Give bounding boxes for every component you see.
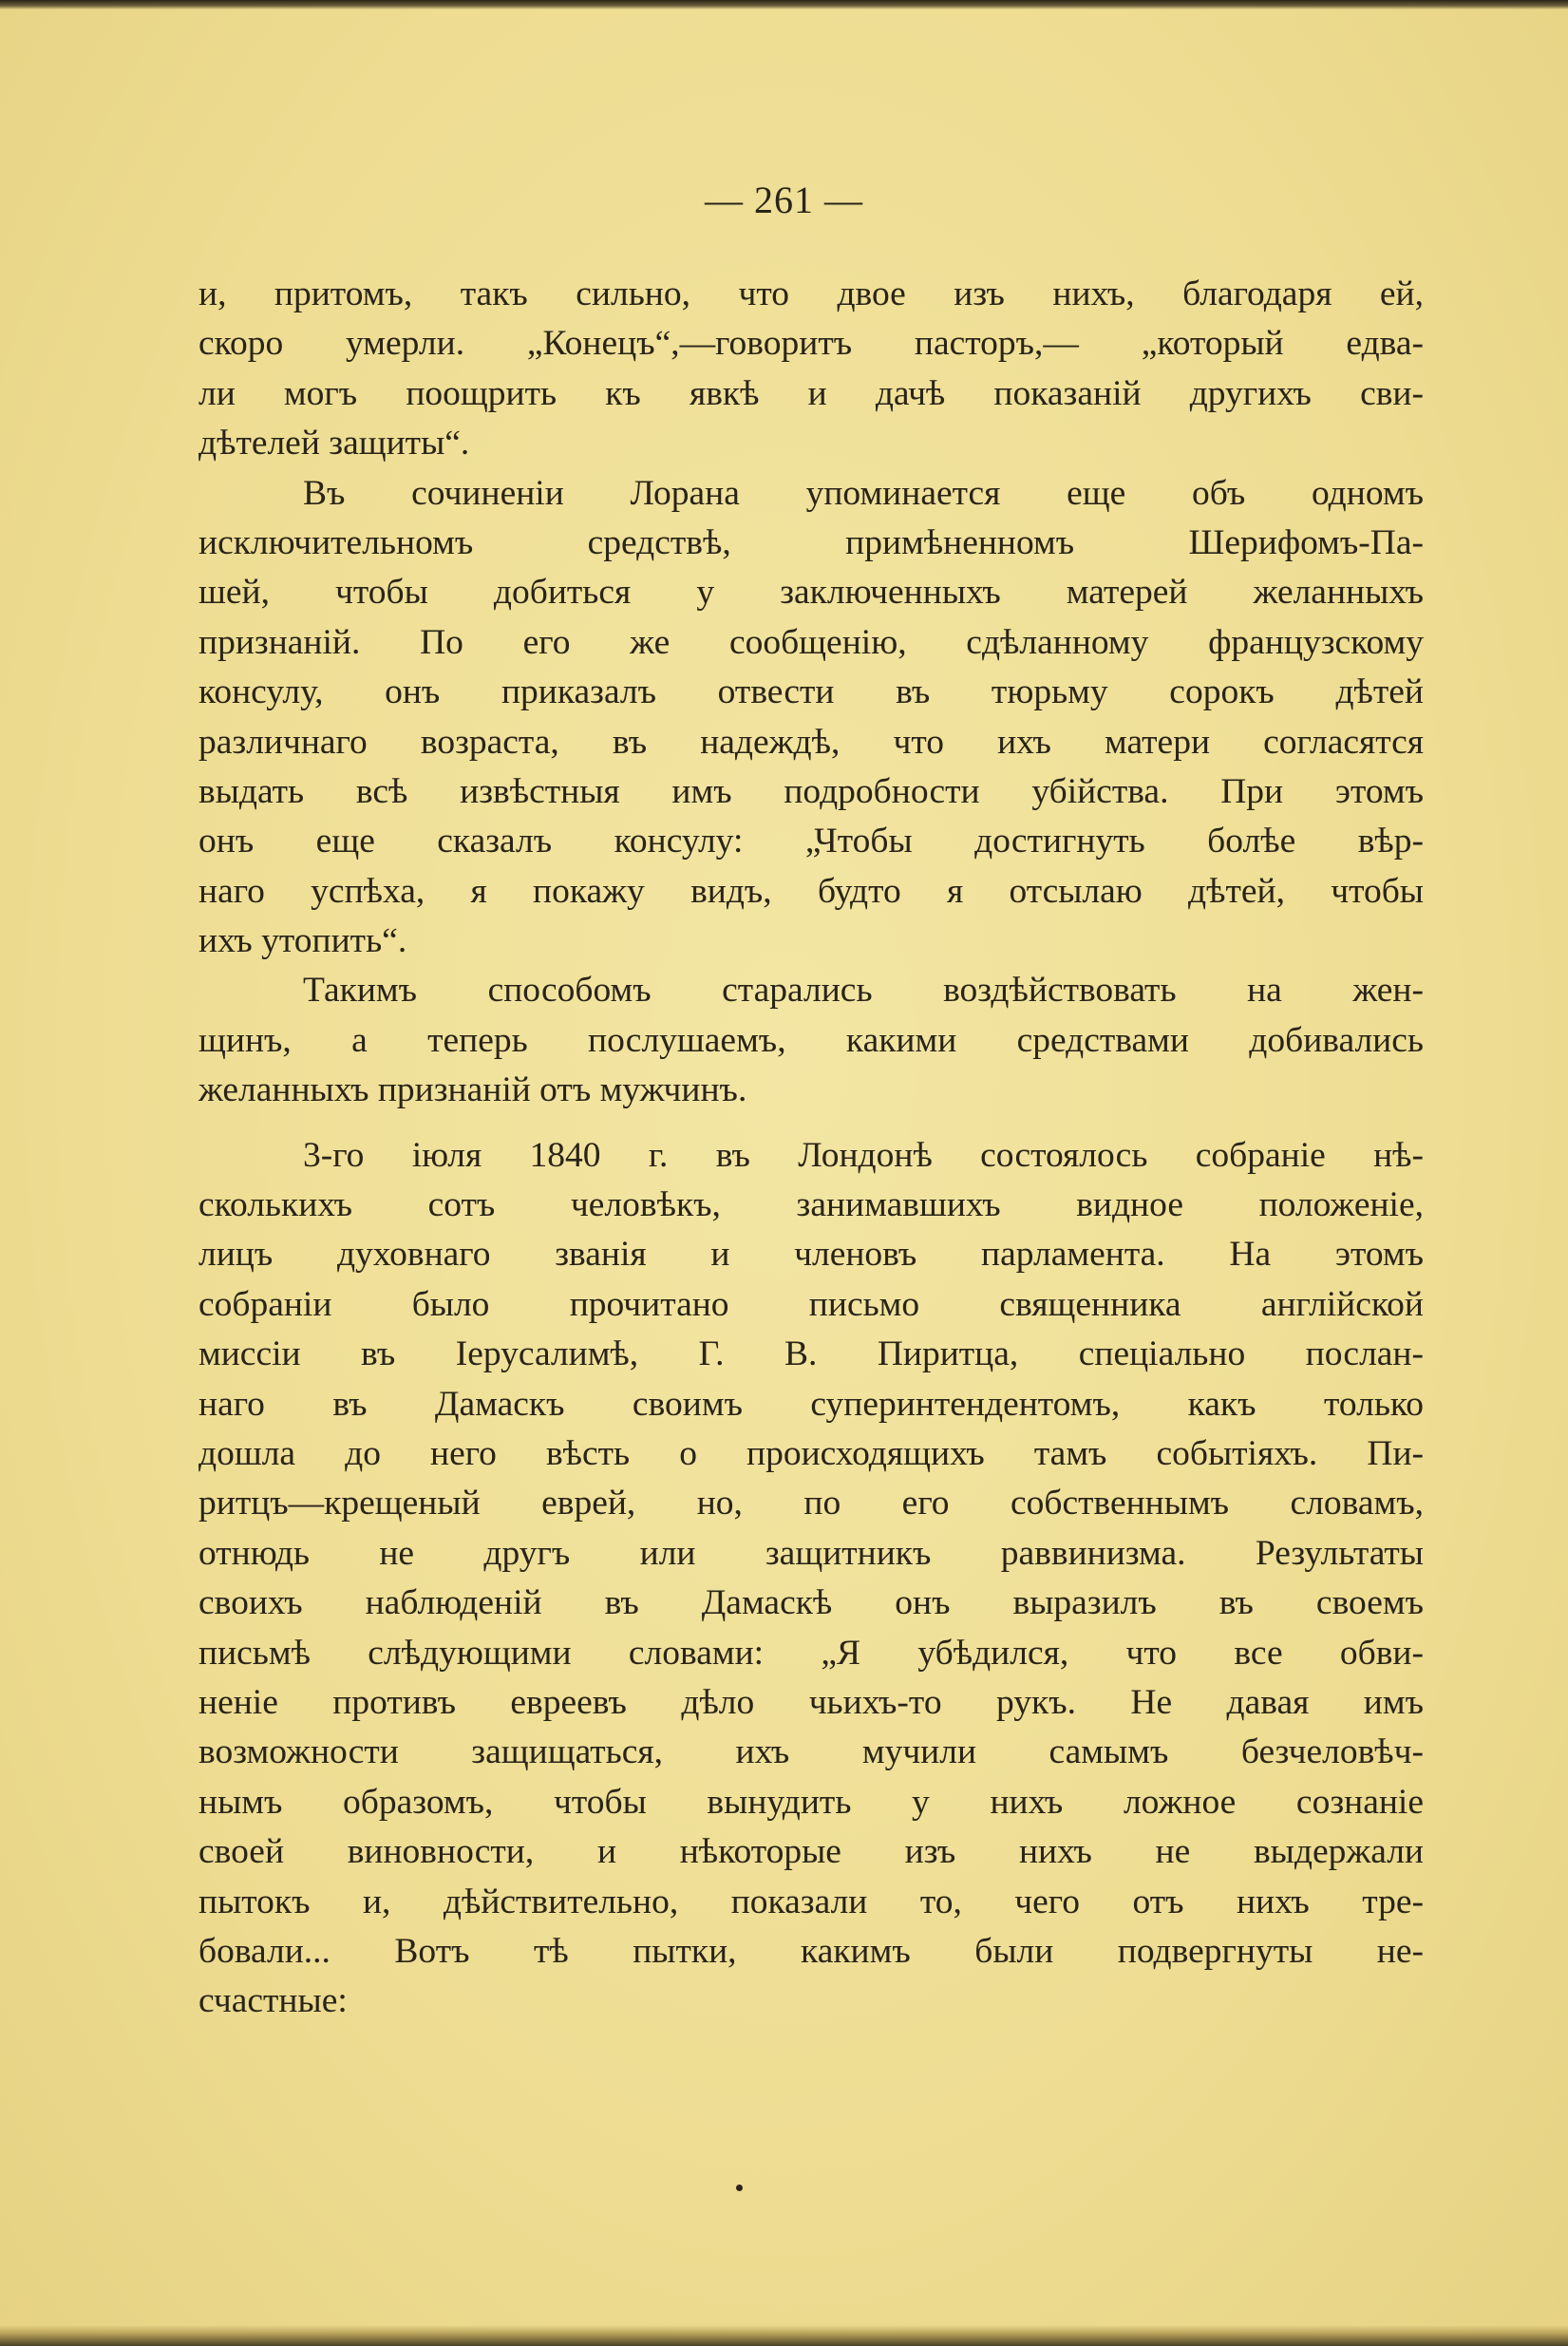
- page-top-edge: [0, 0, 1568, 9]
- text-line: наго успѣха, я покажу видъ, будто я отсылаю дѣтей, чтобы: [198, 871, 1424, 911]
- body-text: [198, 270, 1424, 2027]
- text-line: письмѣ слѣдующими словами: „Я убѣдился, что все обви-: [198, 1633, 1424, 1673]
- text-line: своей виновности, и нѣкоторые изъ нихъ не выдержали: [198, 1832, 1424, 1872]
- text-line: щинъ, а теперь послушаемъ, какими средствами добивались: [198, 1020, 1424, 1060]
- text-line: исключительномъ средствѣ, примѣненномъ Шерифомъ-Па-: [198, 522, 1424, 562]
- text-line: нымъ образомъ, чтобы вынудить у нихъ ложное сознаніе: [198, 1782, 1424, 1822]
- text-line: собраніи было прочитано письмо священника англійской: [198, 1284, 1424, 1324]
- text-line: дошла до него вѣсть о происходящихъ тамъ событіяхъ. Пи-: [198, 1433, 1424, 1473]
- text-line: бовали... Вотъ тѣ пытки, какимъ были подвергнуты не-: [198, 1931, 1424, 1971]
- text-line: и, притомъ, такъ сильно, что двое изъ нихъ, благодаря ей,: [198, 274, 1424, 313]
- text-line: онъ еще сказалъ консулу: „Чтобы достигнуть болѣе вѣр-: [198, 822, 1424, 861]
- page-number: — 261 —: [705, 179, 863, 221]
- text-line: лицъ духовнаго званія и членовъ парламента. На этомъ: [198, 1235, 1424, 1275]
- text-line: своихъ наблюденій въ Дамаскѣ онъ выразилъ въ своемъ: [198, 1583, 1424, 1623]
- ink-speck: [736, 2185, 743, 2191]
- text-line: 3-го іюля 1840 г. въ Лондонѣ состоялось собраніе нѣ-: [303, 1135, 1424, 1175]
- text-line: ли могъ поощрить къ явкѣ и дачѣ показаній другихъ сви-: [198, 373, 1424, 413]
- text-line: возможности защищаться, ихъ мучили самымъ безчеловѣч-: [198, 1732, 1424, 1772]
- text-line: ихъ утопить“.: [198, 921, 407, 961]
- paragraph: [198, 1131, 1424, 2027]
- text-line: наго въ Дамаскъ своимъ суперинтендентомъ, какъ только: [198, 1384, 1424, 1424]
- text-line: Такимъ способомъ старались воздѣйствовать на жен-: [303, 971, 1424, 1011]
- text-line: Въ сочиненіи Лорана упоминается еще объ одномъ: [303, 473, 1424, 513]
- page-bottom-edge: [0, 2325, 1568, 2346]
- text-line: миссіи въ Іерусалимѣ, Г. В. Пиритца, спеціально послан-: [198, 1334, 1424, 1374]
- text-line: скоро умерли. „Конецъ“,—говоритъ пасторъ,— „который едва-: [198, 324, 1424, 364]
- text-line: пытокъ и, дѣйствительно, показали то, чего отъ нихъ тре-: [198, 1882, 1424, 1921]
- text-line: счастные:: [198, 1981, 348, 2021]
- text-line: сколькихъ сотъ человѣкъ, занимавшихъ видное положеніе,: [198, 1185, 1424, 1225]
- text-line: отнюдь не другъ или защитникъ раввинизма. Результаты: [198, 1533, 1424, 1573]
- paragraph: [198, 469, 1424, 967]
- text-line: выдать всѣ извѣстныя имъ подробности убійства. При этомъ: [198, 771, 1424, 811]
- text-line: ритцъ—крещеный еврей, но, по его собственнымъ словамъ,: [198, 1484, 1424, 1523]
- paragraph: [198, 966, 1424, 1115]
- paragraph: [198, 270, 1424, 469]
- text-line: неніе противъ евреевъ дѣло чьихъ-то рукъ. Не давая имъ: [198, 1682, 1424, 1722]
- text-line: шей, чтобы добиться у заключенныхъ матерей желанныхъ: [198, 573, 1424, 613]
- text-line: дѣтелей защиты“.: [198, 424, 470, 464]
- text-line: различнаго возраста, въ надеждѣ, что ихъ матери согласятся: [198, 722, 1424, 762]
- text-line: консулу, онъ приказалъ отвести въ тюрьму сорокъ дѣтей: [198, 672, 1424, 712]
- text-line: признаній. По его же сообщенію, сдѣланному французскому: [198, 622, 1424, 662]
- text-line: желанныхъ признаній отъ мужчинъ.: [198, 1070, 747, 1110]
